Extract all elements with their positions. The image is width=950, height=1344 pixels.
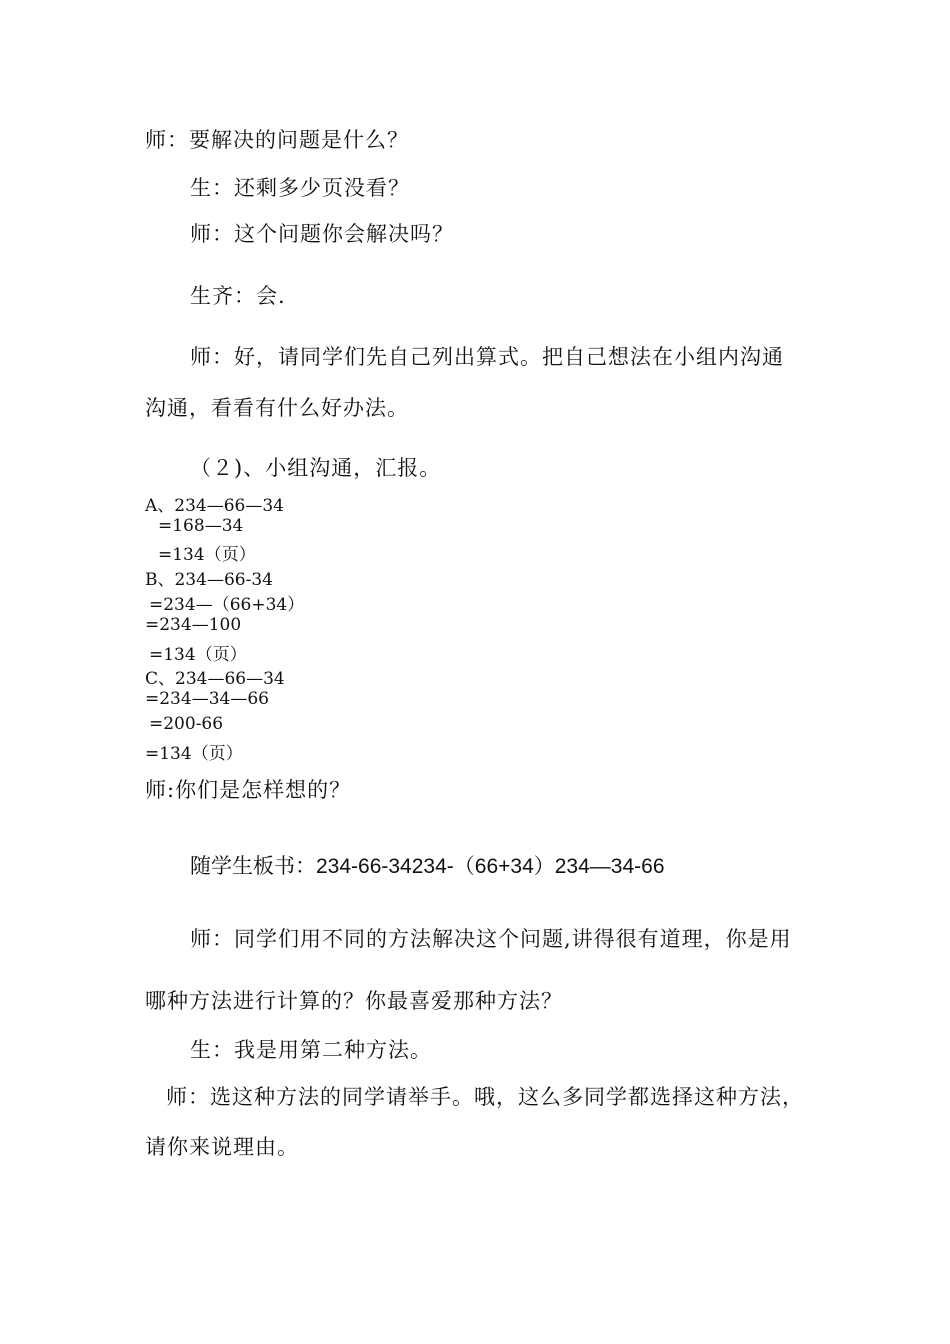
method-a-line2: =168—34 <box>158 516 244 536</box>
student-answer-2: 生：我是用第二种方法。 <box>190 1038 432 1062</box>
method-b-line2: =234—（66+34） <box>149 595 305 615</box>
board-writing <box>190 850 665 880</box>
method-b-line3: =234—100 <box>145 615 242 635</box>
section-heading-report: （２)、小组沟通，汇报。 <box>190 456 442 480</box>
method-c-line4: =134（页） <box>145 744 243 764</box>
teacher-prompt-line2: 请你来说理由。 <box>145 1135 299 1159</box>
method-b-line1: B、234—66-34 <box>145 570 273 590</box>
teacher-question-3: 师:你们是怎样想的？ <box>145 778 352 802</box>
method-a-line1: A、234—66—34 <box>145 496 284 516</box>
method-c-line1: C、234—66—34 <box>145 669 285 689</box>
method-c-line3: =200-66 <box>149 714 224 734</box>
method-c-line2: =234—34—66 <box>145 689 269 709</box>
teacher-instruction-line2: 沟通，看看有什么好办法。 <box>145 396 409 420</box>
students-chorus: 生齐：会. <box>190 284 286 308</box>
board-writing-prefix: 随学生板书： <box>190 854 316 878</box>
teacher-comment-line1: 师：同学们用不同的方法解决这个问题,讲得很有道理，你是用 <box>190 927 792 951</box>
method-b-line4: =134（页） <box>149 645 247 665</box>
teacher-question-2: 师：这个问题你会解决吗？ <box>190 222 454 246</box>
teacher-prompt-line1: 师：选这种方法的同学请举手。哦，这么多同学都选择这种方法， <box>166 1085 804 1109</box>
teacher-instruction-line1: 师：好，请同学们先自己列出算式。把自己想法在小组内沟通 <box>190 345 784 369</box>
student-answer-1: 生：还剩多少页没看？ <box>190 176 410 200</box>
method-a-line3: =134（页） <box>158 545 256 565</box>
teacher-comment-line2: 哪种方法进行计算的？你最喜爱那种方法？ <box>145 989 563 1013</box>
teacher-question-1: 师：要解决的问题是什么？ <box>145 128 409 152</box>
board-writing-expressions: 234-66-34234-（66+34）234—34-66 <box>316 855 665 878</box>
